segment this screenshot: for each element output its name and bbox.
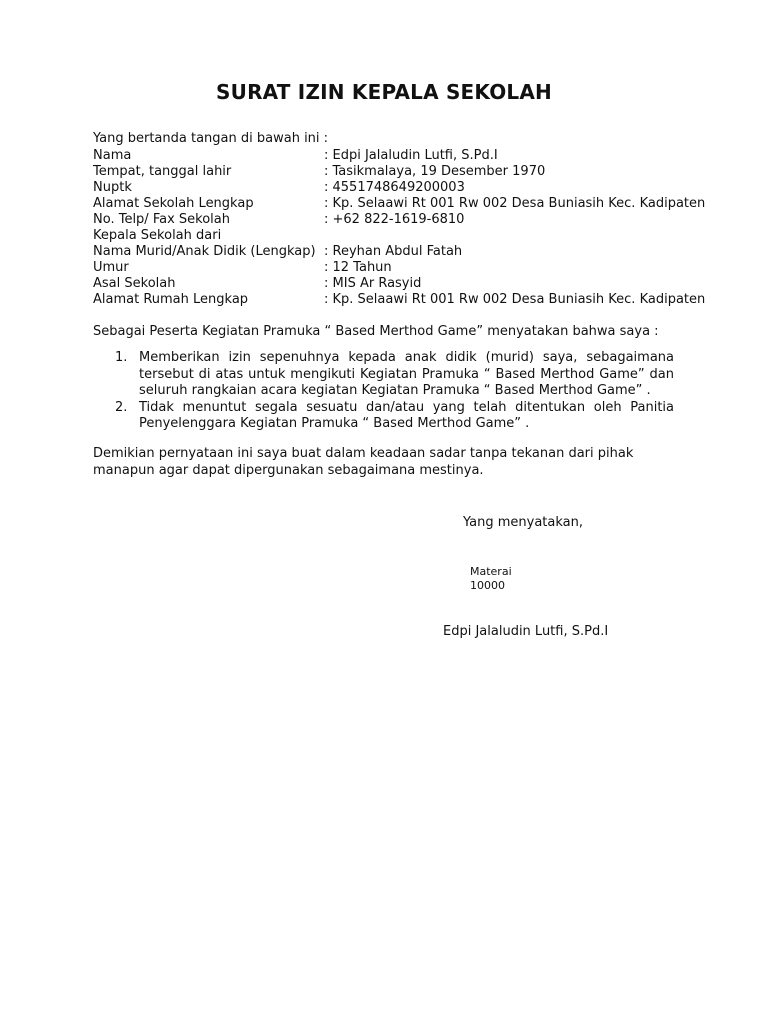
field-value: : Edpi Jalaludin Lutfi, S.Pd.I bbox=[324, 148, 498, 163]
field-label: Nuptk bbox=[93, 180, 132, 195]
closing-paragraph: Demikian pernyataan ini saya buat dalam keadaan sadar tanpa tekanan dari pihak manapun agar dapat dipergunakan sebagaimana mestinya. bbox=[93, 446, 634, 478]
field-value: : Tasikmalaya, 19 Desember 1970 bbox=[324, 164, 546, 179]
field-label: Asal Sekolah bbox=[93, 276, 176, 291]
field-label: Nama Murid/Anak Didik (Lengkap) bbox=[93, 244, 316, 259]
field-label: Umur bbox=[93, 260, 129, 275]
field-value: : 4551748649200003 bbox=[324, 180, 465, 195]
list-item-text: Memberikan izin sepenuhnya kepada anak didik (murid) saya, sebagaimana tersebut di atas untuk mengikuti Kegiatan Pramuka “ Based Merthod Game” dan seluruh rangkaian acara kegiatan Kegiatan Pramuka “ Based Merthod Game” . bbox=[139, 350, 674, 398]
document-title: SURAT IZIN KEPALA SEKOLAH bbox=[216, 80, 552, 104]
materai-value: 10000 bbox=[470, 579, 505, 592]
list-item-number: 1. bbox=[115, 350, 128, 365]
statement-text: Sebagai Peserta Kegiatan Pramuka “ Based Merthod Game” menyatakan bahwa saya : bbox=[93, 324, 659, 339]
intro-text: Yang bertanda tangan di bawah ini : bbox=[93, 131, 329, 146]
signer-name: Edpi Jalaludin Lutfi, S.Pd.I bbox=[443, 624, 609, 639]
signoff-text: Yang menyatakan, bbox=[463, 515, 584, 530]
list-item-number: 2. bbox=[115, 399, 128, 415]
field-label: Nama bbox=[93, 148, 132, 163]
field-value: : +62 822-1619-6810 bbox=[324, 212, 465, 227]
field-label: Kepala Sekolah dari bbox=[93, 228, 222, 243]
materai-stamp bbox=[470, 565, 512, 593]
field-label: No. Telp/ Fax Sekolah bbox=[93, 212, 230, 227]
field-label: Tempat, tanggal lahir bbox=[93, 164, 232, 179]
statement-list bbox=[93, 350, 674, 433]
list-item bbox=[93, 350, 674, 400]
field-label: Alamat Rumah Lengkap bbox=[93, 292, 249, 307]
field-label: Alamat Sekolah Lengkap bbox=[93, 196, 254, 211]
field-value: : Kp. Selaawi Rt 001 Rw 002 Desa Buniasih Kec. Kadipaten bbox=[324, 292, 706, 307]
field-value: : 12 Tahun bbox=[324, 260, 392, 275]
field-value: : MIS Ar Rasyid bbox=[324, 276, 422, 291]
materai-label: Materai bbox=[470, 565, 512, 578]
field-value: : Kp. Selaawi Rt 001 Rw 002 Desa Buniasih Kec. Kadipaten bbox=[324, 196, 706, 211]
list-item-text: Tidak menuntut segala sesuatu dan/atau yang telah ditentukan oleh Panitia Penyelenggara Kegiatan Pramuka “ Based Merthod Game” . bbox=[139, 399, 674, 431]
field-value: : Reyhan Abdul Fatah bbox=[324, 244, 463, 259]
list-item bbox=[93, 400, 674, 433]
